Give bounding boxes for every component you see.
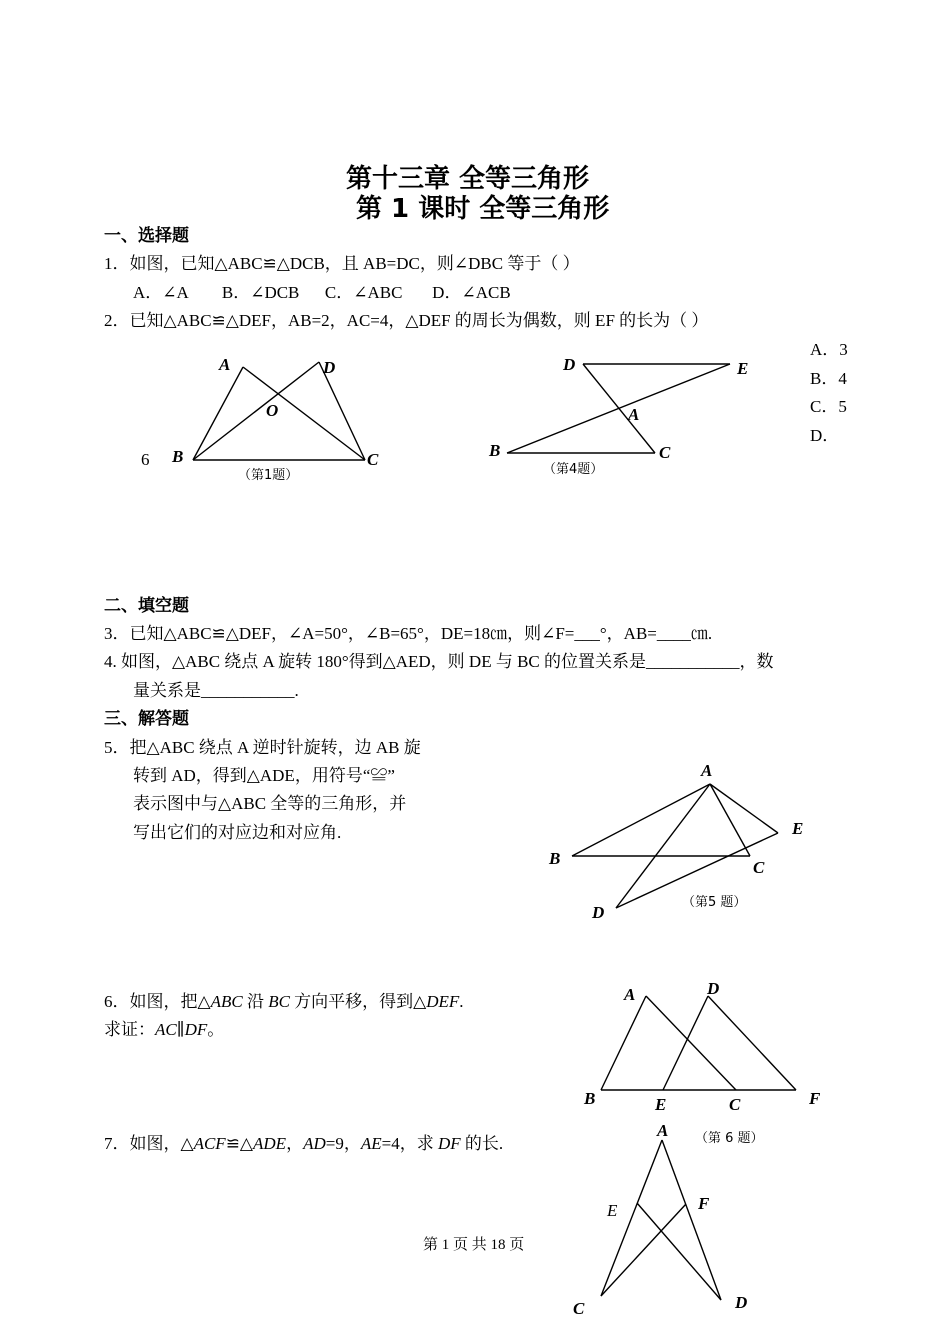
fig4-label-e: E [737,359,749,378]
fig6-label-e: E [655,1095,667,1114]
question-2-option-c: C．5 [810,397,847,416]
fig5-label-c: C [753,858,765,877]
fig1-label-c: C [367,450,379,469]
fig6-label-a: A [624,985,636,1004]
figure-5 [548,761,803,922]
fig1-label-d: D [323,358,336,377]
fig4-label-a: A [628,405,640,424]
fig6-label-d: D [707,979,720,998]
question-2-option-d: D． [810,426,840,445]
fig4-label-d: D [563,355,576,374]
page-title: 第十三章 全等三角形 [346,164,590,194]
question-2-stray-digit: 6 [141,450,150,469]
figure-4 [488,355,748,477]
fig1-label-o: O [266,401,279,420]
question-4-line-1: 4. 如图，△ABC 绕点 A 旋转 180°得到△AED，则 DE 与 BC 的位置关系是___________，数 [104,652,774,671]
question-2: 2．已知△ABC≌△DEF，AB=2，AC=4，△DEF 的周长为偶数，则 EF 的长为（ ） [104,311,709,330]
section-fill: 二、填空题 [104,596,189,616]
question-3: 3．已知△ABC≌△DEF，∠A=50°，∠B=65°，DE=18㎝，则∠F=___°，AB=____㎝. [104,624,713,643]
page-subtitle: 第 1 课时 全等三角形 [356,194,610,224]
fig6-label-f: F [809,1089,821,1108]
question-5-line-3: 表示图中与△ABC 全等的三角形，并 [133,794,407,813]
page-footer: 第 1 页 共 18 页 [423,1237,525,1253]
fig5-label-a: A [701,761,713,780]
fig6-caption: （第 6 题） [695,1131,764,1146]
figure-7 [573,1121,747,1318]
fig5-caption: （第5 题） [682,895,747,910]
question-4-line-2: 量关系是___________. [133,681,299,700]
fig7-label-c: C [573,1299,585,1318]
figure-6 [583,979,821,1146]
fig4-label-b: B [489,441,501,460]
question-6: 6．如图，把△ABC 沿 BC 方向平移，得到△DEF. [104,992,464,1011]
fig5-label-e: E [792,819,804,838]
fig7-label-a: A [657,1121,669,1140]
question-2-option-a: A．3 [810,340,848,359]
figure-1 [171,355,379,483]
fig1-label-a: A [219,355,231,374]
fig6-label-b: B [584,1089,596,1108]
fig1-label-b: B [172,447,184,466]
fig4-label-c: C [659,443,671,462]
question-5-line-1: 5．把△ABC 绕点 A 逆时针旋转，边 AB 旋 [104,738,421,757]
question-2-option-b: B．4 [810,369,847,388]
question-1: 1．如图，已知△ABC≌△DCB，且 AB=DC，则∠DBC 等于（ ） [104,254,580,273]
fig7-label-f: F [698,1194,710,1213]
fig7-label-d: D [735,1293,748,1312]
fig4-caption: （第4题） [543,462,604,477]
question-7: 7．如图，△ACF≌△ADE，AD=9，AE=4，求 DF 的长. [104,1134,504,1153]
fig7-label-e: E [607,1201,618,1220]
fig6-label-c: C [729,1095,741,1114]
question-5-line-2: 转到 AD，得到△ADE，用符号“≌” [133,766,395,785]
section-answer: 三、解答题 [104,709,189,729]
question-6-proof: 求证：AC∥DF。 [104,1020,225,1039]
fig1-caption: （第1题） [238,468,299,483]
question-5-line-4: 写出它们的对应边和对应角. [133,823,342,842]
fig5-label-b: B [549,849,561,868]
fig5-label-d: D [592,903,605,922]
question-1-options: A．∠A B．∠DCB C．∠ABC D．∠ACB [133,283,511,302]
section-choice: 一、选择题 [104,226,189,246]
